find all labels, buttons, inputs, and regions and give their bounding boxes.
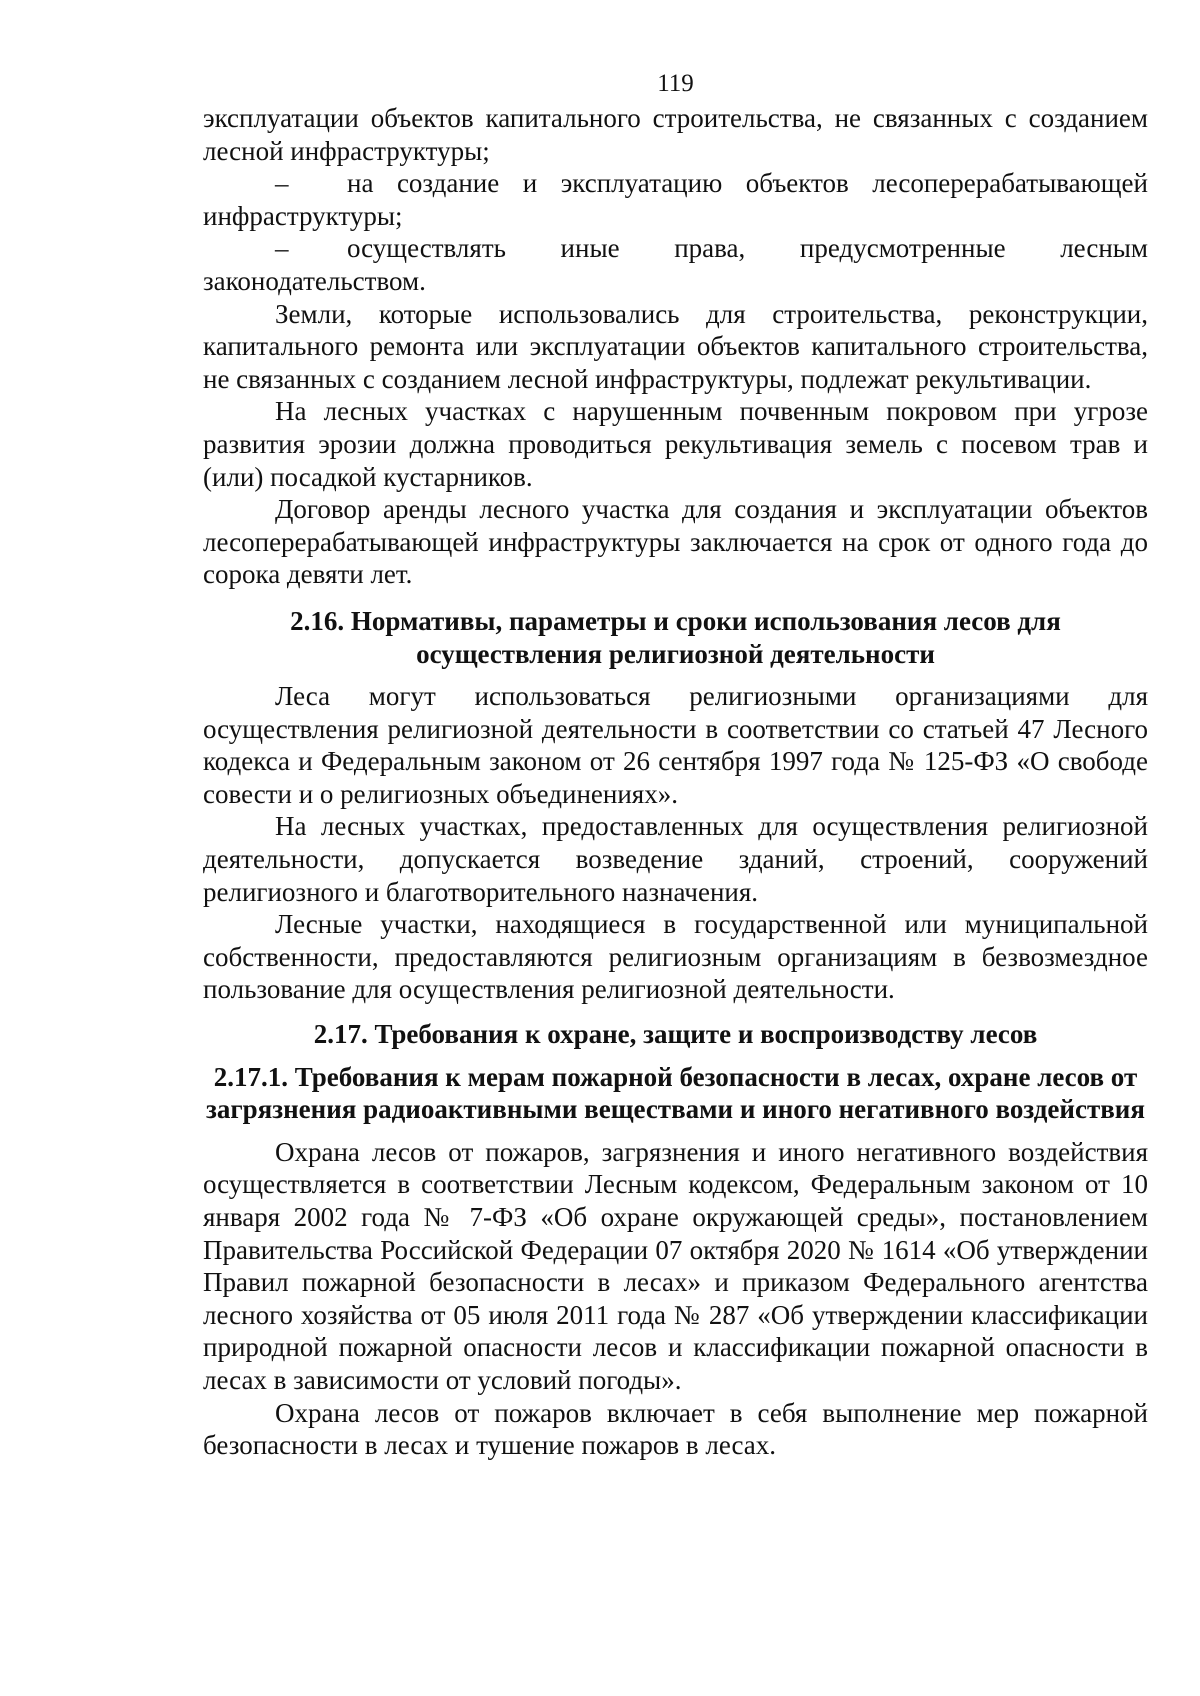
paragraph: Охрана лесов от пожаров, загрязнения и иного негативного воздействия осуществляется в соответствии Лесным кодексом, Федеральным законом от 10 января 2002 года № 7-ФЗ «Об охране окружающей среды», постановлением Правительства Российской Федерации 07 октября 2020 № 1614 «Об утверждении Правил пожарной безопасности в лесах» и приказом Федерального агентства лесного хозяйства от 05 июля 2011 года № 287 «Об утверждении классификации природной пожарной опасности лесов и классификации пожарной опасности в лесах в зависимости от условий погоды».: [203, 1136, 1148, 1395]
list-item-text: на создание и эксплуатацию объектов лесоперерабатывающей инфраструктуры;: [203, 168, 1148, 231]
paragraph: На лесных участках, предоставленных для осуществления религиозной деятельности, допускается возведение зданий, строений, сооружений религиозного и благотворительного назначения.: [203, 811, 1148, 907]
page-number: 119: [657, 70, 694, 97]
paragraph: Договор аренды лесного участка для создания и эксплуатации объектов лесоперерабатывающей инфраструктуры заключается на срок от одного года до сорока девяти лет.: [203, 494, 1148, 590]
paragraph: Лесные участки, находящиеся в государственной или муниципальной собственности, предоставляются религиозным организациям в безвозмездное пользование для осуществления религиозной деятельности.: [203, 909, 1148, 1005]
paragraph: Леса могут использоваться религиозными организациями для осуществления религиозной деятельности в соответствии со статьей 47 Лесного кодекса и Федеральным законом от 26 сентября 1997 года № 125-ФЗ «О свободе совести и о религиозных объединениях».: [203, 681, 1148, 809]
paragraph: Охрана лесов от пожаров включает в себя выполнение мер пожарной безопасности в лесах и тушение пожаров в лесах.: [203, 1397, 1148, 1461]
document-page: [203, 68, 1148, 1462]
section-heading-2-16: 2.16. Нормативы, параметры и сроки использования лесов для осуществления религиозной деятельности: [290, 605, 1061, 669]
section-heading-2-17-1: 2.17.1. Требования к мерам пожарной безопасности в лесах, охране лесов от загрязнения радиоактивными веществами и иного негативного воздействия: [206, 1061, 1145, 1125]
dash-marker: –: [275, 233, 289, 264]
paragraph: На лесных участках с нарушенным почвенным покровом при угрозе развития эрозии должна проводиться рекультивация земель с посевом трав и (или) посадкой кустарников.: [203, 396, 1148, 492]
paragraph-continuation: эксплуатации объектов капитального строительства, не связанных с созданием лесной инфраструктуры;: [203, 103, 1148, 166]
list-item-dash: [203, 232, 1148, 297]
section-heading-2-17: 2.17. Требования к охране, защите и воспроизводству лесов: [313, 1019, 1038, 1050]
paragraph: Земли, которые использовались для строительства, реконструкции, капитального ремонта или эксплуатации объектов капитального строительства, не связанных с созданием лесной инфраструктуры, подлежат рекультивации.: [203, 298, 1148, 394]
list-item-text: осуществлять иные права, предусмотренные лесным законодательством.: [203, 233, 1148, 296]
list-item-dash: [203, 167, 1148, 232]
dash-marker: –: [275, 168, 289, 199]
document-body: [203, 102, 1148, 1462]
